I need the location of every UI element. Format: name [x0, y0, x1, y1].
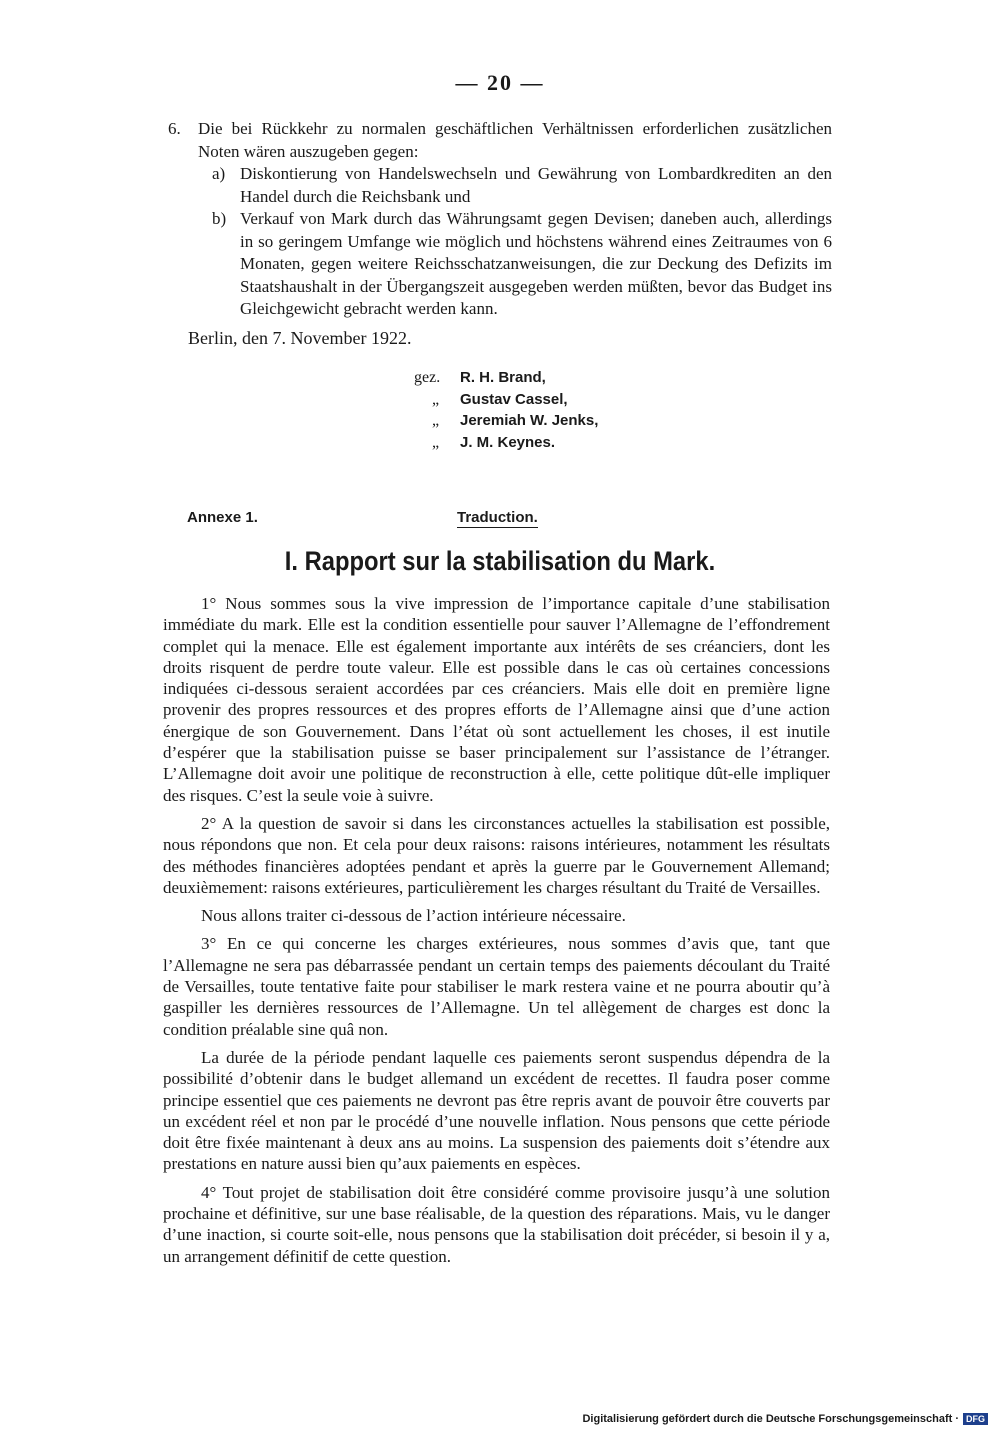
signature-line: [412, 389, 598, 411]
signature-prefix: „: [432, 433, 440, 451]
date-line: Berlin, den 7. November 1922.: [188, 328, 412, 348]
page-number: — 20 —: [455, 70, 545, 95]
item-a-label: a): [212, 164, 226, 183]
signature-name: J. M. Keynes.: [460, 433, 556, 451]
item-b-text: Verkauf von Mark durch das Währungsamt gegen Devisen; daneben auch, allerdings in so geringem Umfange wie möglich und höchstens während eines Zeitraumes von 6 Monaten, gegen weitere Reichsschatzanweisungen, die zur Deckung des Defizits im Staatshaushalt in der Übergangszeit ausgegeben werden müßten, bevor das Budget ins Gleichgewicht gebracht werden kann.: [240, 209, 832, 318]
signature-line: [412, 410, 598, 432]
annex-label: Annexe 1.: [187, 509, 258, 526]
item-6-number: 6.: [168, 119, 181, 138]
german-section: [168, 118, 832, 321]
item-b: [212, 208, 832, 321]
item-b-label: b): [212, 209, 227, 228]
signature-prefix: „: [432, 412, 440, 429]
report-title: I. Rapport sur la stabilisation du Mark.: [284, 546, 716, 576]
signature-name: Gustav Cassel,: [460, 390, 568, 408]
paragraph-2-continued: Nous allons traiter ci-dessous de l’action intérieure nécessaire.: [201, 906, 626, 926]
signature-name: R. H. Brand,: [460, 369, 546, 386]
signature-block: [412, 367, 598, 453]
item-a-text: Diskontierung von Handelswechseln und Gewährung von Lombardkrediten an den Handel durch die Reichsbank und: [240, 164, 832, 206]
signature-prefix: gez.: [414, 369, 441, 386]
signature-line: [412, 432, 598, 454]
paragraph-4: 4° Tout projet de stabilisation doit être considéré comme provisoire jusqu’à une solution prochaine et définitive, sur une base réalisable, de la question des réparations. Mais, vu le danger d’une inaction, si courte soit-elle, nous pensons que la stabilisation doit précéder, si besoin il y a, un arrangement définitif de cette question.: [163, 1182, 830, 1266]
signature-prefix: „: [432, 390, 440, 408]
translation-label: Traduction.: [457, 509, 538, 526]
paragraph-3: 3° En ce qui concerne les charges extérieures, nous sommes d’avis que, tant que l’Allemagne ne sera pas débarrassée pendant un certain temps des paiements découlant du Traité de Versailles, toute tentative faite pour stabiliser le mark restera vaine et ne pourra aboutir qu’à gaspiller les dernières ressources de l’Allemagne. Un tel allègement de charges est donc la condition préalable sine quâ non.: [163, 934, 830, 1039]
footer-text: Digitalisierung gefördert durch die Deutsche Forschungsgemeinschaft ·: [582, 1413, 959, 1425]
paragraph-1: 1° Nous sommes sous la vive impression de l’importance capitale d’une stabilisation immédiate du mark. Elle est la condition essentielle pour sauver l’Allemagne de l’effondrement complet qui la menace. Elle est également importante aux intérêts de ses créanciers, dont les droits risquent de perdre toute valeur. Elle est possible dans le cas où certaines concessions indiquées ci-dessous seraient accordées par ces créanciers. Mais elle doit en première ligne provenir des propres ressources et des propres efforts de l’Allemagne ainsi que d’une action énergique de son Gouvernement. Dans l’état où sont actuellement les choses, il est inutile d’espérer que la stabilisation puisse se baser principalement sur l’assistance de l’étranger. L’Allemagne doit avoir une politique de reconstruction à elle, cette politique dût-elle impliquer des risques. C’est la seule voie à suivre.: [163, 594, 830, 805]
item-a: [212, 163, 832, 208]
paragraph-2: 2° A la question de savoir si dans les circonstances actuelles la stabilisation est possible, nous répondons que non. Et cela pour deux raisons: raisons intérieures, notamment les résultats des méthodes financières adoptées pendant et après la guerre par le Gouvernement Allemand; deuxièmement: raisons extérieures, particulièrement les charges résultant du Traité de Versailles.: [163, 813, 830, 897]
signature-name: Jeremiah W. Jenks,: [460, 412, 599, 429]
footer-credit: [582, 1413, 988, 1425]
item-6: [168, 118, 832, 163]
dfg-logo: DFG: [963, 1413, 988, 1425]
paragraph-3-continued: La durée de la période pendant laquelle ces paiements seront suspendus dépendra de la possibilité d’obtenir dans le budget allemand un excédent de recettes. Il faudra poser comme principe essentiel que ces paiements ne devront pas être repris avant de pouvoir être couverts par un excédent réel et non par le procédé d’une nouvelle inflation. Nous pensons que cette période doit être fixée maintenant à deux ans au moins. La suspension des paiements doit s’étendre aux prestations en nature aussi bien qu’aux paiements en espèces.: [163, 1047, 830, 1174]
item-6-text: Die bei Rückkehr zu normalen geschäftlichen Verhältnissen erforderlichen zusätzlichen Noten wären auszugeben gegen:: [198, 119, 832, 161]
french-section: [163, 593, 830, 1274]
signature-line: [412, 367, 598, 389]
